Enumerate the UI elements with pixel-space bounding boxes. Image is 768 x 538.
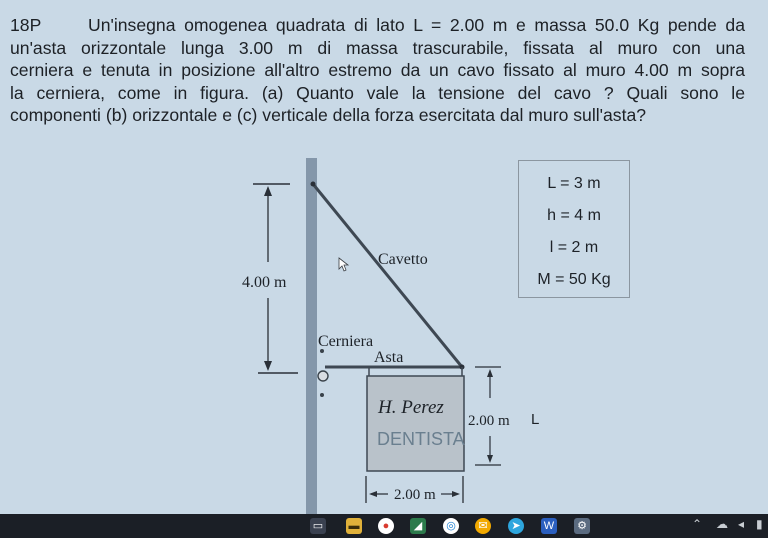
sign: [367, 376, 464, 471]
volume-icon[interactable]: ◂: [738, 517, 745, 531]
height-label: 4.00 m: [242, 274, 287, 291]
battery-icon[interactable]: ▮: [756, 517, 763, 531]
rod-label: Asta: [374, 349, 404, 366]
sign-text-name: H. Perez: [378, 397, 444, 418]
problem-line-3: cerniera e tenuta in posizione all'altro estremo da un cavo fissato al muro 4.00 m sopra: [10, 60, 745, 80]
word-icon[interactable]: W: [541, 518, 557, 534]
problem-line-5: componenti (b) orizzontale e (c) verticale della forza esercitata dal muro sull'asta?: [10, 105, 647, 125]
sign-width-label: 2.00 m: [394, 487, 436, 503]
note-item: l = 2 m: [549, 239, 599, 256]
mail-icon[interactable]: ✉: [475, 518, 491, 534]
note-item: M = 50 Kg: [537, 271, 611, 288]
mouse-cursor-icon: [339, 258, 348, 271]
problem-line-1: 18P Un'insegna omogenea quadrata di lato L = 2.00 m e massa 50.0 Kg pende da: [10, 15, 745, 35]
sign-side-label: L: [531, 411, 540, 428]
file-explorer-icon[interactable]: ▬: [346, 518, 362, 534]
settings-icon[interactable]: ⚙: [574, 518, 590, 534]
problem-line-4: la cerniera, come in figura. (a) Quanto vale la tensione del cavo ? Quali sono le: [10, 82, 745, 103]
arrow-left-icon: [369, 491, 377, 497]
hinge-label: Cerniera: [318, 333, 374, 350]
arrow-up-small-icon: [487, 369, 493, 377]
sign-text-profession: DENTISTA: [377, 429, 465, 449]
note-item: L = 3 m: [547, 175, 601, 192]
note-item: h = 4 m: [547, 207, 601, 224]
hinge: [318, 371, 328, 381]
taskbar: [0, 514, 768, 538]
sign-height-label: 2.00 m: [468, 413, 510, 429]
cable-label: Cavetto: [378, 251, 428, 268]
arrow-up-icon: [264, 186, 272, 196]
problem-line-2: un'asta orizzontale lunga 3.00 m di massa trascurabile, fissata al muro con una: [10, 37, 745, 58]
chevron-up-icon[interactable]: ⌃: [692, 517, 703, 531]
notes-box: [518, 160, 630, 298]
telegram-icon[interactable]: ➤: [508, 518, 524, 534]
maps-icon[interactable]: ◢: [410, 518, 426, 534]
app-icon[interactable]: ◎: [443, 518, 459, 534]
onedrive-icon[interactable]: ☁: [716, 517, 728, 531]
arrow-down-small-icon: [487, 455, 493, 463]
task-view-icon[interactable]: ▭: [310, 518, 326, 534]
arrow-right-icon: [452, 491, 460, 497]
problem-number: 18P: [10, 15, 42, 35]
wall: [306, 158, 317, 518]
chrome-icon[interactable]: ●: [378, 518, 394, 534]
arrow-down-icon: [264, 361, 272, 371]
